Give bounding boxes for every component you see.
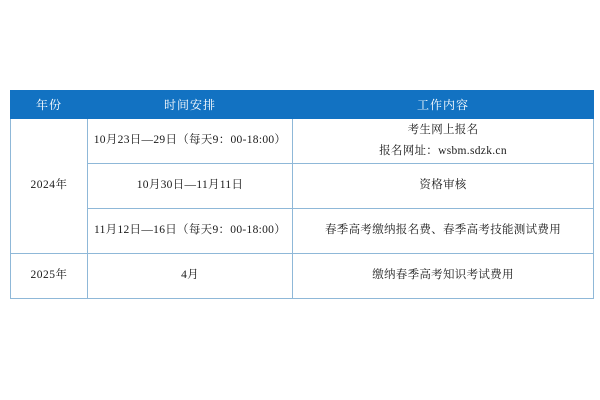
cell-year-2025: 2025年: [11, 254, 88, 299]
schedule-table: [10, 90, 594, 299]
column-header-time: 时间安排: [88, 91, 293, 119]
cell-content-1-line2: 报名网址：wsbm.sdzk.cn: [379, 144, 507, 157]
table-row: [11, 254, 594, 299]
schedule-table-container: [10, 90, 590, 299]
column-header-content: 工作内容: [293, 91, 594, 119]
cell-time-2: 10月30日—11月11日: [88, 164, 293, 209]
cell-content-1-line1: 考生网上报名: [407, 124, 479, 137]
column-header-year: 年份: [11, 91, 88, 119]
cell-time-3: 11月12日—16日（每天9：00-18:00）: [88, 209, 293, 254]
table-row: [11, 119, 594, 164]
cell-content-1: [293, 119, 594, 164]
table-header: [11, 91, 594, 119]
cell-time-4: 4月: [88, 254, 293, 299]
cell-content-4: 缴纳春季高考知识考试费用: [293, 254, 594, 299]
table-row: [11, 164, 594, 209]
cell-content-2: 资格审核: [293, 164, 594, 209]
table-row: [11, 209, 594, 254]
cell-year-2024: 2024年: [11, 119, 88, 254]
table-header-row: [11, 91, 594, 119]
table-body: [11, 119, 594, 299]
cell-content-3: 春季高考缴纳报名费、春季高考技能测试费用: [293, 209, 594, 254]
cell-time-1: 10月23日—29日（每天9：00-18:00）: [88, 119, 293, 164]
